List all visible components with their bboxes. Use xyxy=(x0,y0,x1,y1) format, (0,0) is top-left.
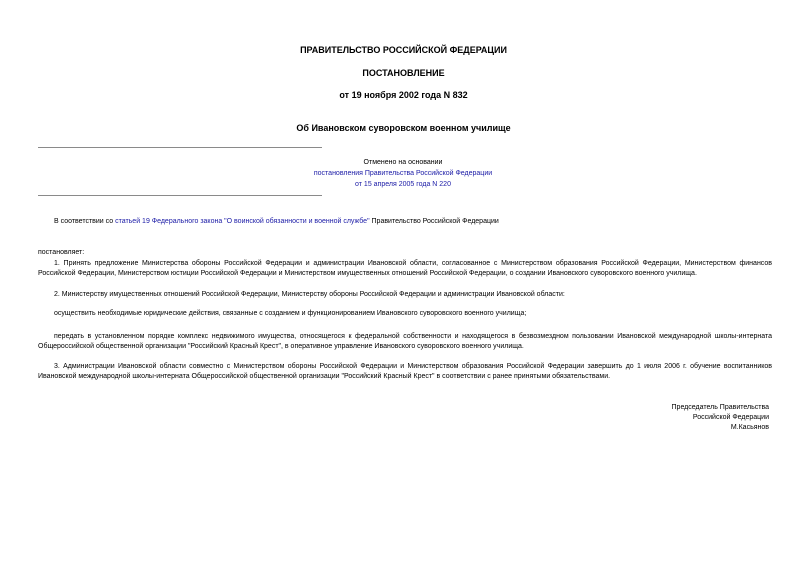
bottom-divider xyxy=(38,195,322,196)
top-divider xyxy=(38,147,322,148)
paragraph-1: 1. Принять предложение Министерства обороны Российской Федерации и администрации Ивановской области, согласованное с Министерством образования Российской Федерации, Министерством финансов Российской Федерации, Министерством юстиции Российской Федерации и Министерством имущественных отношений Российской Федерации, о создании Ивановского суворовского военного училища. xyxy=(38,260,772,277)
revocation-line: Отменено на основании xyxy=(363,159,443,166)
paragraph-2b: передать в установленном порядке комплекс недвижимого имущества, относящегося к федеральной собственности и находящегося в безвозмездном пользовании Ивановской международной школы-интерната Общероссийской общественной организации "Российский Красный Крест", в оперативное управление Ивановского суворовского военного училища. xyxy=(38,333,772,350)
paragraph-2a: осуществить необходимые юридические действия, связанные с созданием и функционированием Ивановского суворовского военного училища; xyxy=(54,310,527,317)
resolves-line: постановляет: xyxy=(38,249,85,256)
paragraph-2: 2. Министерству имущественных отношений Российской Федерации, Министерству обороны Российской Федерации и администрации Ивановской области: xyxy=(54,291,565,298)
revocation-link-decree[interactable]: постановления Правительства Российской Федерации xyxy=(313,170,493,177)
revocation-note xyxy=(258,157,548,190)
revocation-link-date[interactable]: от 15 апреля 2005 года N 220 xyxy=(355,181,451,188)
document-type-heading: ПОСТАНОВЛЕНИЕ xyxy=(362,68,445,78)
document-date-number: от 19 ноября 2002 года N 832 xyxy=(339,90,468,100)
preamble-paragraph xyxy=(38,217,772,227)
paragraph-3: 3. Администрации Ивановской области совместно с Министерством обороны Российской Федерации и Министерством образования Российской Федерации завершить до 1 июля 2006 г. обучение воспитанников Ивановской международной школы-интерната Общероссийской общественной организации "Российский Красный Крест" в соответствии с ранее принятыми обязательствами. xyxy=(38,363,772,380)
signature-block xyxy=(672,403,769,433)
preamble-prefix: В соответствии со xyxy=(54,218,116,225)
law-article-link[interactable]: статьей 19 Федерального закона "О воинской обязанности и военной службе" xyxy=(115,218,370,225)
signature-name: М.Касьянов xyxy=(730,424,769,431)
preamble-suffix: Правительство Российской Федерации xyxy=(369,218,499,225)
document-title: Об Ивановском суворовском военном училище xyxy=(296,123,511,133)
government-heading: ПРАВИТЕЛЬСТВО РОССИЙСКОЙ ФЕДЕРАЦИИ xyxy=(300,45,507,55)
signature-position-line1: Председатель Правительства xyxy=(671,404,769,411)
signature-position-line2: Российской Федерации xyxy=(692,414,769,421)
